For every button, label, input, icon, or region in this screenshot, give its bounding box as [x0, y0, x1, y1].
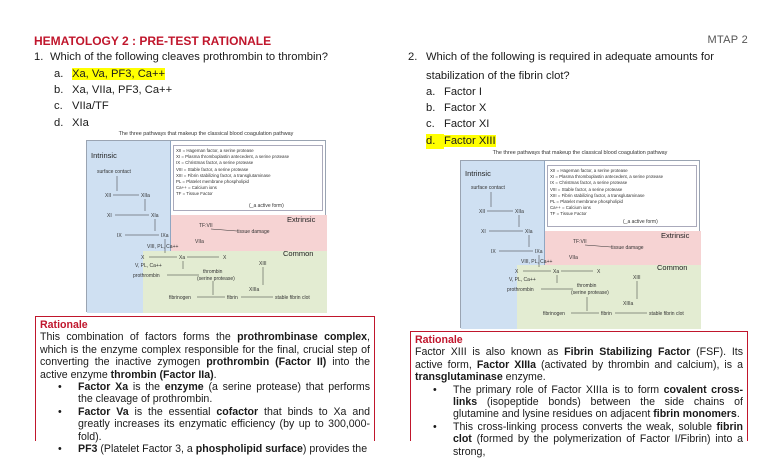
option-text: XIa [72, 117, 89, 129]
option-letter: d. [54, 117, 64, 129]
thrombin-label: thrombin [577, 283, 597, 289]
active-form-note: (_a active form) [249, 203, 284, 209]
label-viia: VIIa [569, 255, 578, 261]
legend-line: VIII = Stable factor, a serine protease [550, 186, 623, 192]
surface-contact-label: surface contact [471, 185, 505, 191]
intrinsic-label: Intrinsic [465, 169, 491, 178]
legend-line: XIII = Fibrin stabilizing factor, a transglutaminase [176, 172, 271, 178]
stable-clot-label: stable fibrin clot [649, 311, 684, 317]
label-xiiia: XIIIa [623, 301, 634, 307]
rationale-box-2 [410, 331, 748, 458]
rationale-paragraph: Factor XIII is also known as Fibrin Stabilizing Factor (FSF). Its active form, Factor XIIIa (activated by thrombin and calcium), is a transglutaminase enzyme. [415, 346, 744, 384]
surface-contact-label: surface contact [97, 169, 131, 175]
legend-line: XI = Plasma thromboplastin antecedent, a serine protease [550, 174, 664, 180]
prothrombin-label: prothrombin [133, 273, 160, 279]
question-text-line-2: stabilization of the fibrin clot? [426, 70, 570, 82]
rationale-bullets [433, 384, 743, 458]
list-item: • Factor Xa is the enzyme (a serine protease) that performs the cleavage of prothrombin. [58, 381, 370, 406]
legend-line: XII = Hageman factor, a serine protease [176, 148, 254, 153]
fibrinogen-label: fibrinogen [543, 311, 565, 317]
tissue-damage-label: tissue damage [237, 229, 270, 235]
label-tfvii: TF:VII [199, 223, 213, 229]
list-item: • PF3 (Platelet Factor 3, a phospholipid surface) provides the [58, 443, 370, 455]
coagulation-diagram [86, 140, 326, 312]
prothrombin-label: prothrombin [507, 287, 534, 293]
legend-line: XI = Plasma thromboplastin antecedent, a serine protease [176, 154, 290, 160]
option-text: Factor X [444, 102, 487, 114]
label-tfvii: TF:VII [573, 239, 587, 245]
label-x: X [141, 255, 145, 261]
thrombin-label: thrombin [203, 269, 223, 275]
question-number: 2. [408, 51, 418, 63]
legend-line: VIII = Stable factor, a serine protease [176, 166, 249, 172]
legend-line: XIII = Fibrin stabilizing factor, a transglutaminase [550, 192, 645, 198]
option-letter: c. [426, 118, 435, 130]
legend-line: PL = Platelet membrane phospholipid [550, 199, 623, 205]
label-viii-pl-ca: VIII, PL, Ca++ [521, 259, 553, 265]
label-xa: Xa [553, 269, 560, 275]
common-label: Common [657, 263, 688, 272]
tissue-damage-label: tissue damage [611, 245, 644, 251]
label-ix: IX [117, 233, 122, 239]
label-xiii: XIII [633, 275, 641, 281]
extrinsic-label: Extrinsic [661, 231, 690, 240]
q2-option-b[interactable] [426, 101, 486, 116]
option-text: Xa, VIIa, PF3, Ca++ [72, 84, 173, 96]
question-number: 1. [34, 51, 44, 63]
option-letter: b. [426, 102, 436, 114]
list-item: • The primary role of Factor XIIIa is to form covalent cross-links (isopeptide bonds) between the side chains of glutamine and lysine residues on adjacent fibrin monomers. [433, 384, 743, 421]
common-label: Common [283, 249, 314, 258]
option-text: Xa, Va, PF3, Ca++ [72, 68, 166, 80]
question-text-line-1: Which of the following is required in adequate amounts for [426, 51, 714, 63]
serine-protease-label: (serine protease) [571, 290, 609, 296]
label-v-pl-ca: V, PL, Ca++ [509, 277, 536, 283]
option-text: Factor XIII [444, 135, 496, 147]
label-ixa: IXa [535, 249, 543, 255]
serine-protease-label: (serine protease) [197, 276, 235, 282]
list-item: • Factor Va is the essential cofactor that binds to Xa and greatly increases its enzymatic efficiency (by up to 300,000-fold). [58, 406, 370, 443]
q2-option-d[interactable] [426, 134, 496, 149]
fibrin-label: fibrin [601, 311, 612, 317]
label-x-ext: X [597, 269, 601, 275]
q2-option-a[interactable] [426, 85, 482, 100]
option-text: Factor I [444, 86, 482, 98]
diagram-title: The three pathways that makeup the classical blood coagulation pathway [492, 150, 668, 156]
q1-option-c[interactable] [54, 99, 109, 114]
option-letter: b. [54, 84, 64, 96]
page-title: HEMATOLOGY 2 : PRE-TEST RATIONALE [34, 34, 272, 48]
rationale-box-1 [35, 316, 375, 456]
option-text: VIIa/TF [72, 100, 109, 112]
legend-line: IX = Christmas factor, a serine protease [550, 180, 628, 186]
diagram-title: The three pathways that makeup the classical blood coagulation pathway [118, 131, 294, 137]
label-xiia: XIIa [141, 193, 150, 199]
rationale-title: Rationale [415, 334, 463, 346]
legend-line: PL = Platelet membrane phospholipid [176, 179, 249, 185]
label-ixa: IXa [161, 233, 169, 239]
label-xii: XII [105, 193, 112, 199]
rationale-paragraph: This combination of factors forms the prothrombinase complex, which is the enzyme complex responsible for the final, crucial step of converting the inactive zymogen prothrombin (Factor II) into the active enzyme thrombin (Factor IIa). [40, 331, 370, 381]
label-xia: XIa [525, 229, 533, 235]
label-viia: VIIa [195, 239, 204, 245]
label-xiii: XIII [259, 261, 267, 267]
label-xi: XI [107, 213, 112, 219]
label-xiia: XIIa [515, 209, 524, 215]
pathway-arrows [461, 161, 701, 329]
option-text: Factor XI [444, 118, 490, 130]
fibrinogen-label: fibrinogen [169, 295, 191, 301]
label-xa: Xa [179, 255, 186, 261]
fibrin-label: fibrin [227, 295, 238, 301]
stable-clot-label: stable fibrin clot [275, 295, 310, 301]
q1-option-a[interactable] [54, 67, 165, 82]
option-letter: c. [54, 100, 63, 112]
active-form-note: (_a active form) [623, 219, 658, 225]
legend-line: XII = Hageman factor, a serine protease [550, 168, 628, 173]
legend-line: Ca++ = Calcium ions [176, 185, 217, 191]
label-v-pl-ca: V, PL, Ca++ [135, 263, 162, 269]
q2-option-c[interactable] [426, 117, 489, 132]
q1-option-d[interactable] [54, 116, 89, 131]
legend-line: IX = Christmas factor, a serine protease [176, 160, 254, 166]
option-letter: a. [54, 68, 64, 80]
course-code: MTAP 2 [707, 34, 748, 46]
legend-line: Ca++ = Calcium ions [550, 205, 591, 211]
question-2 [408, 49, 748, 84]
pathway-arrows [87, 141, 327, 313]
label-x: X [515, 269, 519, 275]
q1-option-b[interactable] [54, 83, 172, 98]
option-letter: a. [426, 86, 436, 98]
label-ix: IX [491, 249, 496, 255]
rationale-title: Rationale [40, 319, 88, 331]
label-x-ext: X [223, 255, 227, 261]
legend-line: TF = Tissue Factor [176, 191, 213, 197]
label-xi: XI [481, 229, 486, 235]
rationale-bullets [58, 381, 370, 455]
label-xiiia: XIIIa [249, 287, 260, 293]
coagulation-diagram [460, 160, 700, 328]
label-viii-pl-ca: VIII, PL, Ca++ [147, 244, 179, 250]
option-letter: d. [426, 134, 444, 149]
intrinsic-label: Intrinsic [91, 151, 117, 160]
question-text: Which of the following cleaves prothrombin to thrombin? [50, 51, 328, 63]
label-xia: XIa [151, 213, 159, 219]
extrinsic-label: Extrinsic [287, 215, 316, 224]
list-item: • This cross-linking process converts the weak, soluble fibrin clot (formed by the polymerization of Factor I/Fibrin) into a strong, [433, 421, 743, 458]
legend-line: TF = Tissue Factor [550, 211, 587, 217]
question-1 [34, 49, 374, 65]
label-xii: XII [479, 209, 486, 215]
